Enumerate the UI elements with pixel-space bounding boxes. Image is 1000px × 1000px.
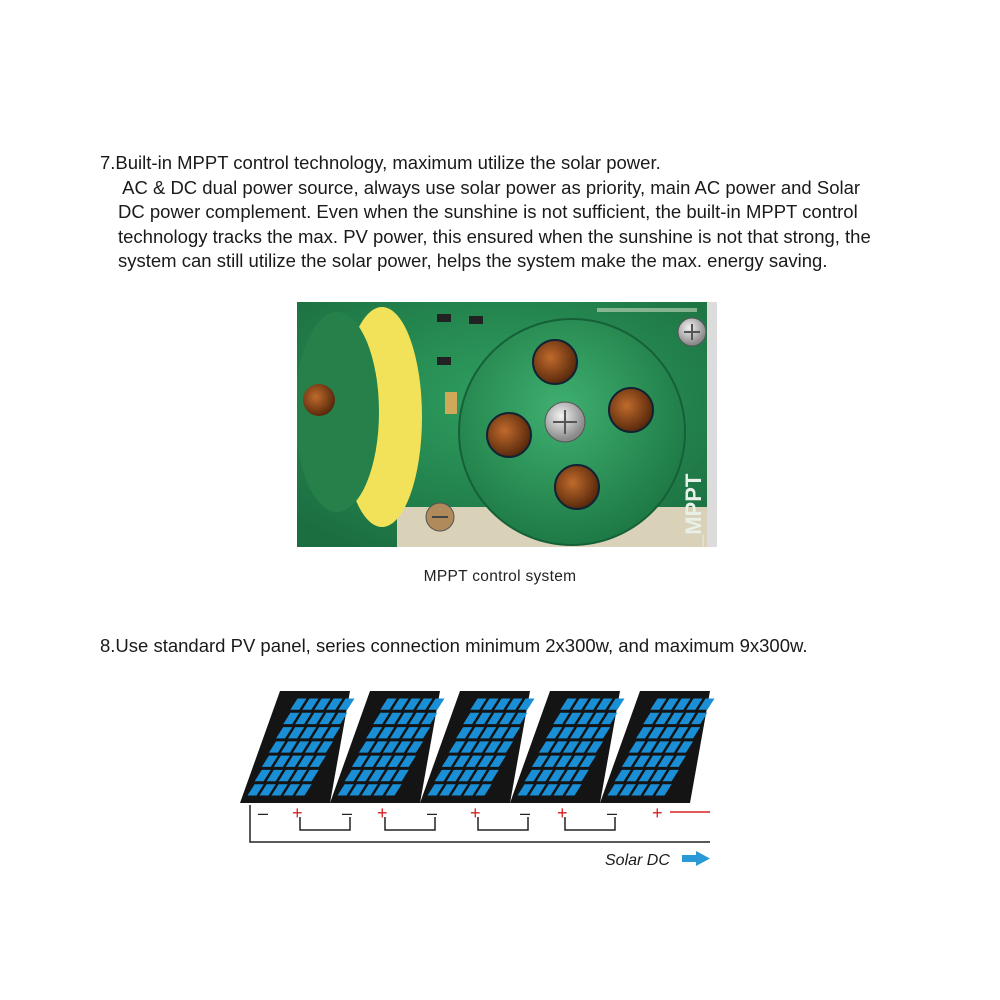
photo-caption: MPPT control system: [423, 568, 577, 585]
section-8-heading: 8.Use standard PV panel, series connection minimum 2x300w, and maximum 9x300w.: [100, 635, 808, 656]
mppt-board-photo: [297, 302, 717, 547]
minus-terminal: –: [342, 803, 353, 823]
minus-terminal: –: [427, 803, 438, 823]
minus-terminal: –: [607, 803, 618, 823]
solar-dc-label: Solar DC: [605, 852, 670, 869]
section-7-line-4: system can still utilize the solar power, helps the system make the max. energy saving.: [118, 250, 828, 271]
minus-terminal: –: [258, 803, 269, 823]
section-7-line-1: AC & DC dual power source, always use solar power as priority, main AC power and Solar: [118, 176, 861, 198]
section-7-line-3: technology tracks the max. PV power, this ensured when the sunshine is not that strong, the: [118, 225, 871, 247]
plus-terminal: +: [292, 803, 303, 823]
board-label: _MPPT: [681, 473, 706, 547]
plus-terminal: +: [652, 803, 663, 823]
arrow-right-icon: [682, 851, 710, 866]
plus-terminal: +: [377, 803, 388, 823]
minus-terminal: –: [520, 803, 531, 823]
section-8: [100, 634, 930, 659]
pv-series-diagram: [230, 685, 730, 880]
section-7-line-2: DC power complement. Even when the sunshine is not sufficient, the built-in MPPT control: [118, 201, 858, 222]
section-7: [100, 151, 930, 274]
plus-terminal: +: [470, 803, 481, 823]
plus-terminal: +: [557, 803, 568, 823]
section-7-heading: 7.Built-in MPPT control technology, maximum utilize the solar power.: [100, 152, 661, 173]
